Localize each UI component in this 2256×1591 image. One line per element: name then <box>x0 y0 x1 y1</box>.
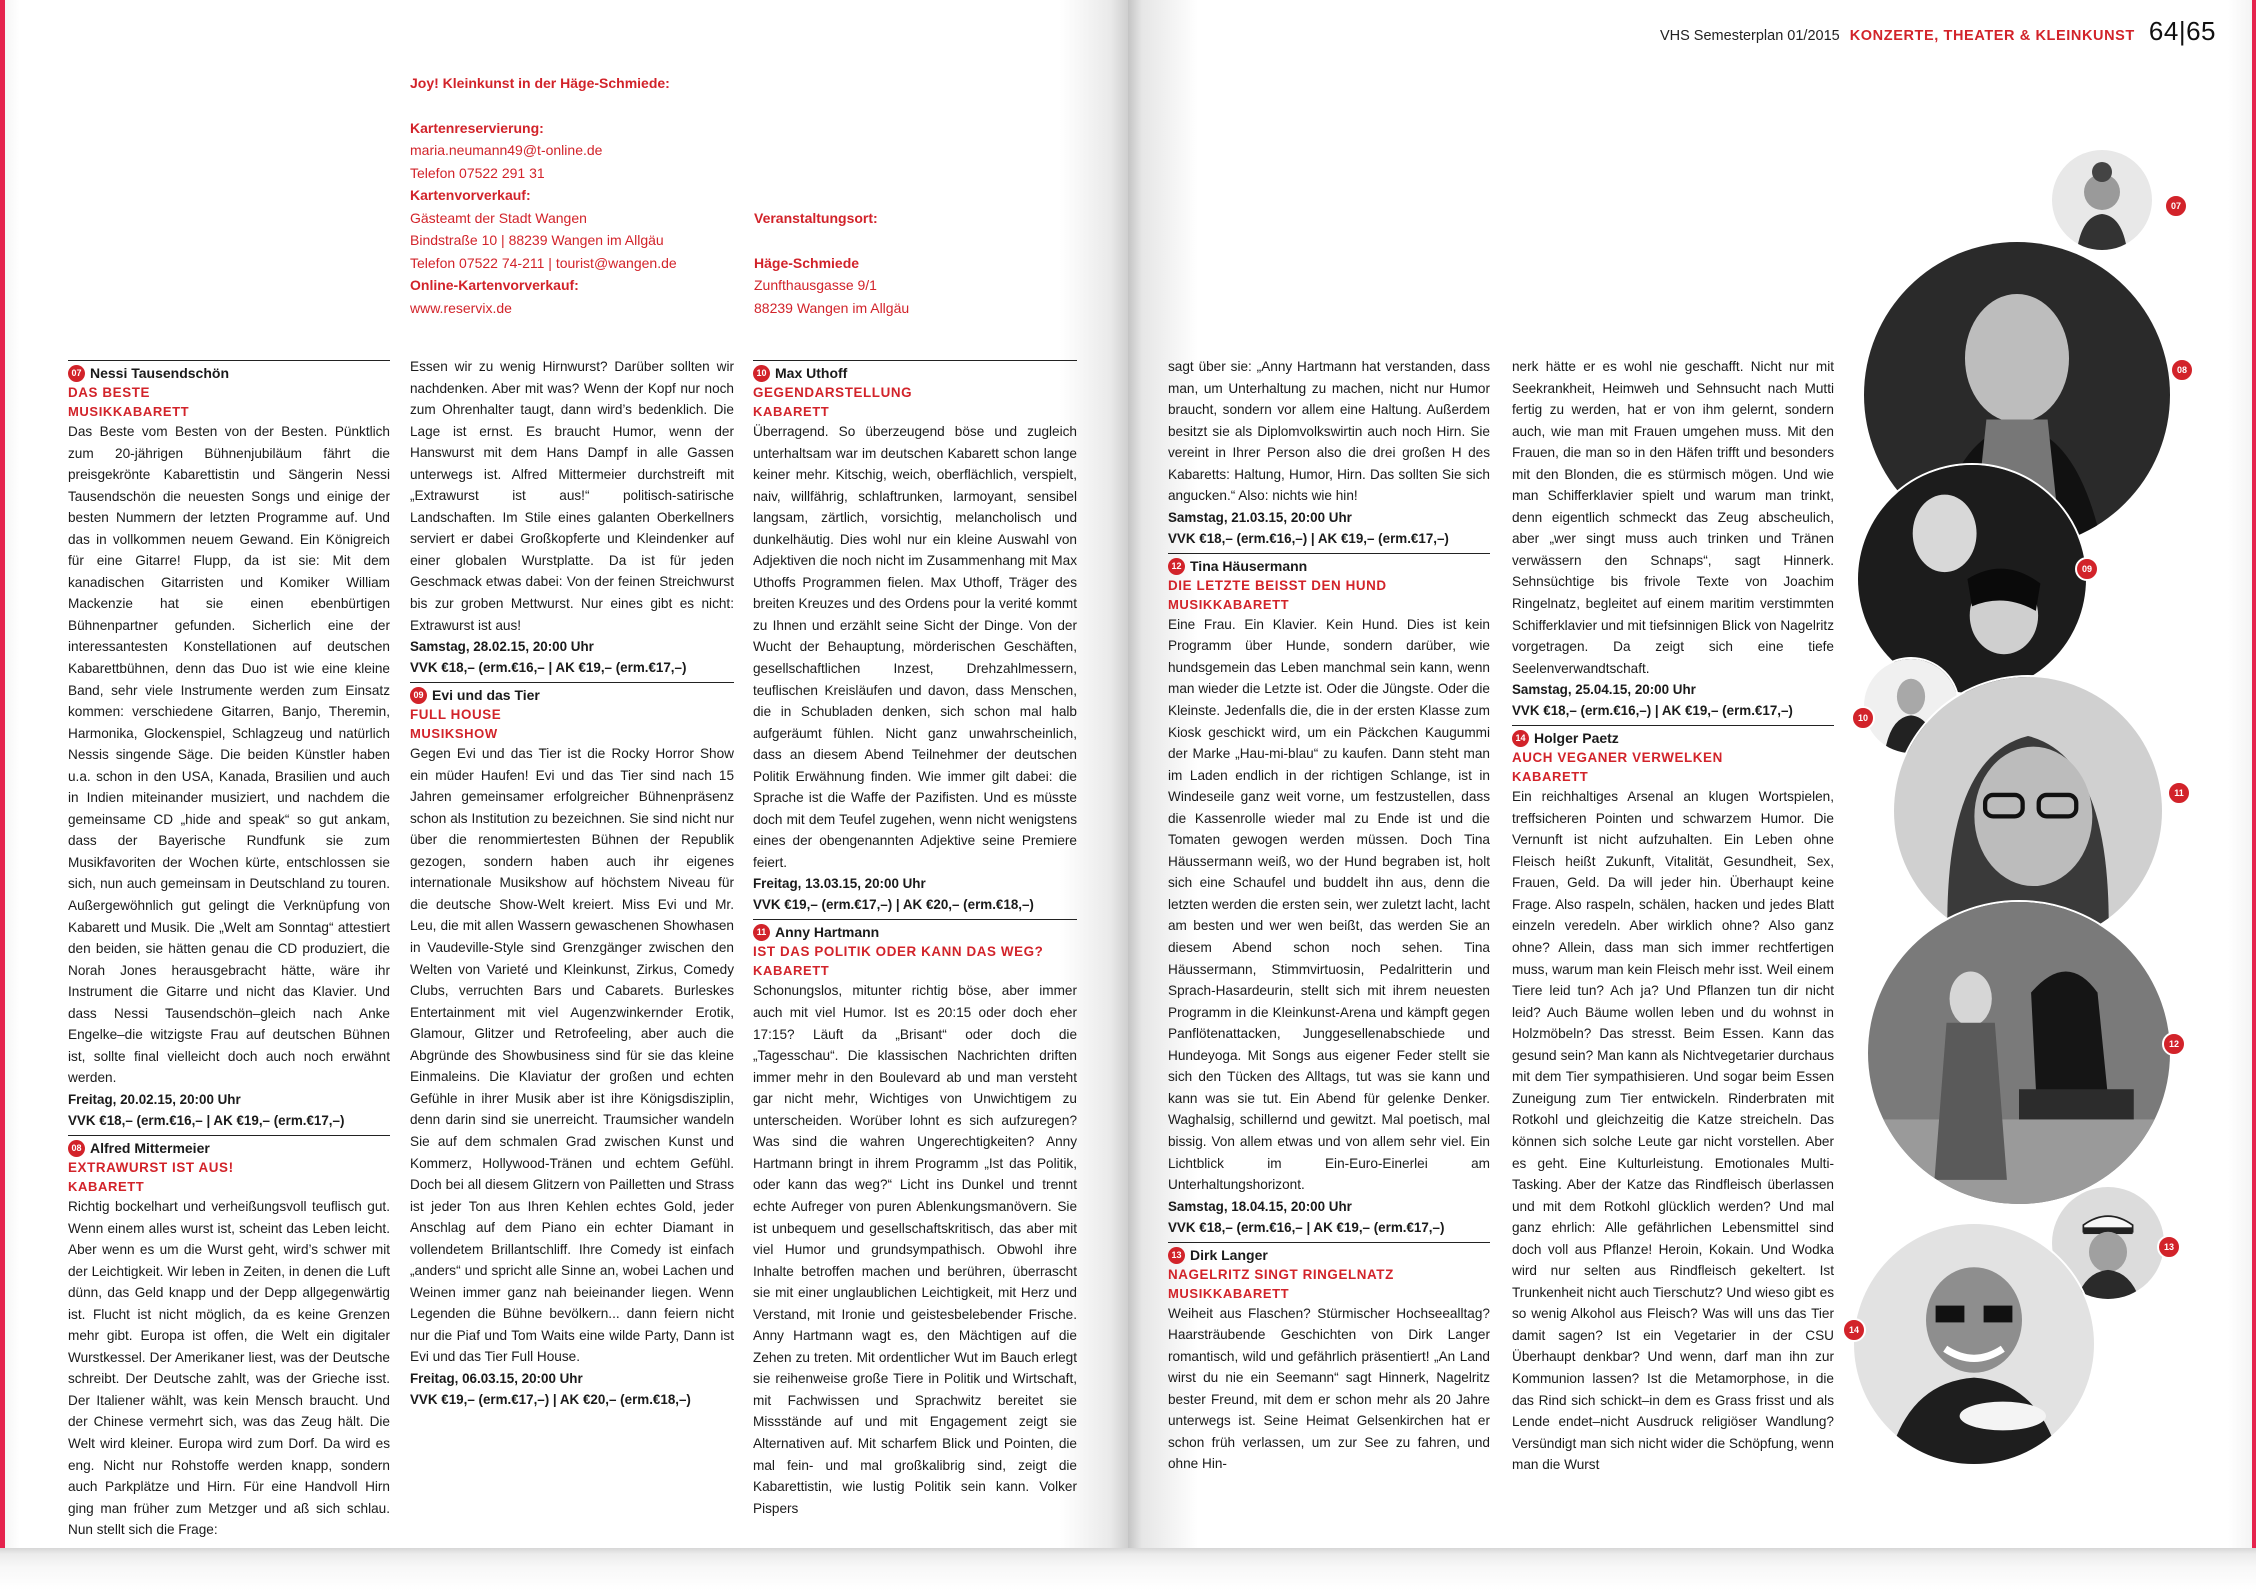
artist-photo-12 <box>1866 900 2172 1206</box>
venue-city: 88239 Wangen im Allgäu <box>754 299 910 316</box>
page-shadow <box>0 1548 2256 1591</box>
event-11-header <box>753 923 1077 942</box>
portrait-07-image <box>2052 150 2152 250</box>
event-12-price: VVK €18,– (erm.€16,– | AK €19,– (erm.€17,–) <box>1168 1219 1445 1235</box>
event-07-header <box>68 364 390 383</box>
divider <box>68 1135 390 1136</box>
artist-photo-07 <box>2050 148 2154 252</box>
divider <box>753 919 1077 920</box>
column-4 <box>1168 356 1490 1475</box>
event-12-artist: Tina Häusermann <box>1190 557 1308 574</box>
event-number-badge: 12 <box>1168 558 1185 575</box>
event-07-genre: MUSIKKABARETT <box>68 404 190 419</box>
event-10-date: Freitag, 13.03.15, 20:00 Uhr <box>753 876 926 892</box>
event-07-price: VVK €18,– (erm.€16,– | AK €19,– (erm.€17,–) <box>68 1112 345 1128</box>
photo-badge-11: 11 <box>2167 781 2191 805</box>
event-10-title: GEGENDARSTELLUNG <box>753 385 913 400</box>
event-08-genre: KABARETT <box>68 1178 145 1194</box>
info-title: Joy! Kleinkunst in der Häge-Schmiede: <box>410 75 670 91</box>
event-10-text: Überragend. So überzeugend böse und zugleich unterhaltsam war im deutschen Kabarett schon lange keiner mehr. Kitschig, weich, oberflächlich, verspielt, naiv, willfährig, schlaftrunken, larmoyant, sensibel langsam, zärtlich, vorsichtig, melancholisch und dunkelhäutig. Dies wohl nur ein kleine Auswahl von Adjektiven die noch nicht im Zusammenhang mit Max Uthoffs Programmen fielen. Max Uthoff, Träger des breiten Kreuzes und des Ordens pour la verité kommt zu Ihnen und erzählt seine Sicht der Dinge. Von der Wucht der Behauptung, mörderischen Geschäften, gesellschaftlichen Inzest, Drehzahlmessern, teuflischen Kreisläufen und davon, dass Menschen, die in Schubladen denken, sich schon mal halb aufgeräumt fühlen. Nicht ganz unwahrscheinlich, dass an diesem Abend Teilnehmer der deutschen Politik Erwähnung finden. Wie immer gilt dabei: die Sprache ist die Waffe der Pazifisten. Und es müsste doch mit dem Teufel zugehen, wenn nicht wenigstens eines der obengenannten Adjektive seine Premiere feiert. <box>753 424 1077 870</box>
event-12-date: Samstag, 18.04.15, 20:00 Uhr <box>1168 1198 1352 1214</box>
event-11-title: IST DAS POLITIK ODER KANN DAS WEG? <box>753 944 1044 960</box>
column-2 <box>410 356 734 1410</box>
event-number-badge: 10 <box>753 365 770 382</box>
event-14-text: Ein reichhaltiges Arsenal an klugen Wortspielen, treffsicheren Pointen und schwarzem Humor. Die Vernunft ist nicht aufzuhalten. Ein Leben ohne Fleisch heißt Zukunft, Vitalität, Gesundheit, Sex, Frauen, Geld. Da will jeder hin. Überhaupt keine Frage. Also raspeln, schälen, hacken und jedes Blatt einzeln veredeln. Aber wirklich ohne? Also ganz ohne? Allein, dass man sich immer rechtfertigen muss, warum man kein Fleisch mehr isst. Weil einem Tiere leid tun? Ach ja? Und Pflanzen tun dir nicht leid? Auch Bäume wollen leben und du wohnst in Holzmöbeln? Das stresst. Beim Essen. Kann das gesund sein? Man kann als Nichtvegetarier durchaus mit dem Tier sympathisieren. Und sogar beim Essen Zuneigung zum Tier entwickeln. Rinderbraten mit Rotkohl und gleichzeitig die Katze streicheln. Das können sich solche Leute gar nicht vorstellen. Aber es geht. Eine Kulturleistung. Emotionales Multi-Tasking. Aber der Katze das Rindfleisch überlassen und mit dem Rotkohl glücklich werden? Und mal ganz ehrlich: Alle gefährlichen Lebensmittel sind doch voll aus Pflanze! Heroin, Kokain. Und Wodka wird nur selten aus Rindfleisch gekeltert. Ist Trunkenheit nicht auch Tierschutz? Und wieso gibt es so wenig Alkohol aus Fleisch? Was will uns das Tier damit sagen? Ist ein Vegetarier in der CSU Überhaupt denkbar? Und wenn, darf man ihn zur Kommunion lassen? Ist die Metamorphose, in die das Rind sich schickt–in dem es Grass frisst und als Lende endet–nicht Ausdruck religiöser Wandlung? Versündigt man sich nicht wider die Schöpfung, wenn man die Wurst <box>1512 789 1834 1473</box>
photo-badge-07: 07 <box>2164 194 2188 218</box>
event-07-artist: Nessi Tausendschön <box>90 365 230 381</box>
event-13-header <box>1168 1246 1490 1265</box>
photo-badge-10: 10 <box>1851 706 1875 730</box>
event-number-badge: 14 <box>1512 730 1529 747</box>
reservation-email[interactable]: maria.neumann49@t-online.de <box>410 142 603 158</box>
event-12-title: DIE LETZTE BEISST DEN HUND <box>1168 577 1387 593</box>
presale-office: Gästeamt der Stadt Wangen <box>410 209 587 226</box>
reservation-label: Kartenreservierung: <box>410 119 544 136</box>
event-14-genre: KABARETT <box>1512 769 1589 785</box>
portrait-14-image <box>1854 1224 2094 1464</box>
divider <box>1168 553 1490 554</box>
photo-badge-12: 12 <box>2162 1032 2186 1056</box>
artist-photo-14 <box>1852 1222 2096 1466</box>
event-09-text: Gegen Evi und das Tier ist die Rocky Horror Show ein müder Haufen! Evi und das Tier sind nach 15 Jahren gemeinsamer erfolgreicher Bühnenpräsenz schon als Institution zu bezeichnen. Sie sind nicht nur über die renommiertesten Bühnen der Republik gezogen, sondern haben auch ihr eigenes internationale Musikshow auf höchstem Niveau für die deutsche Show-Welt kreiert. Miss Evi und Mr. Leu, die mit allen Wassern gewaschenen Showhasen in Vaudeville-Style sind Grenzgänger zwischen den Welten von Varieté und Kleinkunst, Zirkus, Comedy Clubs, verruchten Bars und Cabarets. Burleskes Entertainment mit viel Augenzwinkernder Erotik, Glamour, Glitzer und Retrofeeling, aber auch die Abgründe des Showbusiness sind für sie das kleine Einmaleins. Die Klaviatur der großen und echten Gefühle in ihrer Musik aber ist ihre Königsdisziplin, denn darin sind sie unerreicht. Traumsicher wandeln Sie auf dem schmalen Grad zwischen Kunst und Kommerz, Hollywood-Tränen und echtem Gefühl. Doch bei all diesem Glitzern von Pailletten und Strass ist jeder Ton aus Ihren Kehlen echtes Gold, jeder Anschlag auf dem Piano ein echter Diamant in vollendetem Brillantschliff. Ihre Comedy ist einfach „anders“ und spricht alle Sinne an, wobei Lachen und Weinen immer ganz nah beieinander liegen. Wenn Legenden die Bühne bevölkern... dann feiern nicht nur die Piaf und Tom Waits eine wilde Party, Dann ist Evi und das Tier Full House. <box>410 746 734 1365</box>
portrait-09-image <box>1858 465 2086 693</box>
event-11-text-part2: sagt über sie: „Anny Hartmann hat verstanden, dass man, um Unterhaltung zu machen, nicht nur Humor braucht, sondern vor allem eine Haltung. Außerdem besitzt sie als Diplomvolkswirtin auch noch Hirn. Sie vereint in Ihrer Person also die drei großen H des Kabaretts: Haltung, Humor, Hirn. Das sollten Sie sich angucken.“ Also: nichts wie hin! <box>1168 359 1490 504</box>
event-08-text-part1: Richtig bockelhart und verheißungsvoll teuflisch gut. Wenn einem alles wurst ist, scheint das Leben leicht. Aber wenn es um die Wurst geht, wird’s schwer mit der Leichtigkeit. Wir leben in Zeiten, in denen die Luft dünn, das Geld knapp und der Depp allgegenwärtig ist. Flucht ist nicht möglich, da es keine Grenzen mehr gibt. Europa ist offen, die Welt ein digitaler Wurstkessel. Der Amerikaner liest, was der Deutsche schreibt. Der Deutsche zahlt, was der Grieche isst. Der Italiener wählt, was kein Mensch braucht. Und der Chinese vermehrt sich, was das Zeug hält. Die Welt wird kleiner. Europa wird zum Dorf. Da wird es eng. Nicht nur Rohstoffe werden knapp, sondern auch Parkplätze und Hirn. Für eine Handvoll Hirn ging man früher zum Metzger und aß sich schlau. Nun stellt sich die Frage: <box>68 1198 390 1538</box>
event-10-artist: Max Uthoff <box>775 365 848 381</box>
event-08-text-part2: Essen wir zu wenig Hirnwurst? Darüber sollten wir nachdenken. Aber mit was? Wenn der Kopf nur noch zum Ohrenhalter taugt, dann wird’s bedenklich. Die Lage ist ernst. Es braucht Humor, wenn der Hanswurst mit dem Hans Dampf in alle Gassen unterwegs ist. Alfred Mittermeier durchstreift mit „Extrawurst ist aus!“ politisch-satirische Landschaften. Im Stile eines galanten Oberkellners serviert er dabei Großkopferte und Kleindenker auf einer globalen Wurstplatte. Da ist für jeden Geschmack etwas dabei: Von der feinen Streichwurst bis zur groben Mettwurst. Nur eines gibt es nicht: Extrawurst ist aus! <box>410 359 734 633</box>
event-07-text: Das Beste vom Besten von der Besten. Pünktlich zum 20-jährigen Bühnenjubiläum fährt die preisgekrönte Kabarettistin und Sängerin Nessi Tausendschön die neuesten Songs und einige der besten Nummern der letzten Programme auf. Und das in vollkommen neuem Gewand. Ein Königreich für eine Gitarre! Flupp, da ist sie: Mit dem kanadischen Gitarristen und Komiker William Mackenzie hat sie einen ebenbürtigen Bühnenpartner gefunden. Sicherlich eine der interessantesten Konstellationen auf deutschen Kabarettbühnen, denn das Duo ist wie eine kleine Band, sehr viele Instrumente werden zum Einsatz kommen: verschiedene Gitarren, Banjo, Theremin, Harmonika, Glockenspiel, Schlagzeug und natürlich Nessis singende Säge. Die beiden Künstler haben u.a. schon in den USA, Kanada, Brasilien und auch in Indien miteinander musiziert, und nachdem die gemeinsame CD „hide and speak“ so gut ankam, dass der Bayerische Rundfunk sie zum Musikfavoriten der Wochen kürte, entschlossen sie sich, nun auch gemeinsam in Deutschland zu touren. Außergewöhnlich gut gelingt die Verknüpfung von Kabarett und Musik. Die „Welt am Sonntag“ attestiert den beiden, sie hätten genau die CD produziert, die Norah Jones herausgebracht hätte, wäre ihr Instrument die Gitarre und nicht das Klavier. Und dass Nessi Tausendschön–gleich nach Anke Engelke–die witzigste Frau auf deutschen Bühnen ist, sollte final vielleicht doch auch noch erwähnt werden. <box>68 424 390 1086</box>
event-number-badge: 11 <box>753 924 770 941</box>
photo-badge-13: 13 <box>2157 1235 2181 1259</box>
divider <box>1512 725 1834 726</box>
divider <box>753 360 1077 361</box>
event-09-artist: Evi und das Tier <box>432 687 540 704</box>
event-12-text: Eine Frau. Ein Klavier. Kein Hund. Dies ist kein Programm über Hunde, sondern darüber, wie hundsgemein das Leben manchmal sein kann, wenn man wieder die Letzte ist. Oder die Jüngste. Oder die Kleinste. Jedenfalls die, die in der ersten Klasse zum Kiosk geschickt wird, um ein Päckchen Kaugummi der Marke „Hau-mi-blau“ zu kaufen. Dann steht man im Laden endlich in der richtigen Schlange, ist in Windeseile ganz weit vorne, um festzustellen, dass die Kassenrolle wieder mal zu Ende ist und die Tomaten gewogen werden müssen. Doch Tina Häussermann weiß, wo der Hund begraben ist, holt sich eine Schaufel und buddelt ihn aus, denn die letzten werden die ersten sein, wer zuletzt lacht, lacht am besten und wer wen beißt, das werden Sie an diesem Abend schon noch sehen. Tina Häussermann, Stimmvirtuosin, Pedalritterin und Sprach-Hasardeurin, stellt sich mit ihrem neuesten Programm in die Kleinkunst-Arena und kämpft gegen Panflötenattacken, Junggesellenabschiede und Hundeyoga. Mit Songs aus eigener Feder stellt sie sich den Tücken des Alltags, tut was sie kann und kann was sie tut. Ein Abend für gelenke Denker. Waghalsig, schillernd und gewitzt. Mal poetisch, mal bissig. Von allem etwas und von allem sehr viel. Ein Lichtblick im Ein-Euro-Einerlei am Unterhaltungshorizont. <box>1168 616 1490 1193</box>
page-numbers: 64|65 <box>2148 16 2216 46</box>
event-09-genre: MUSIKSHOW <box>410 726 498 742</box>
event-number-badge: 09 <box>410 687 427 704</box>
event-13-date: Samstag, 25.04.15, 20:00 Uhr <box>1512 682 1696 698</box>
online-url[interactable]: www.reservix.de <box>410 299 512 316</box>
portrait-12-image <box>1868 902 2170 1204</box>
event-number-badge: 13 <box>1168 1247 1185 1264</box>
event-12-header <box>1168 557 1490 576</box>
ticket-info <box>410 72 740 319</box>
event-number-badge: 07 <box>68 365 85 382</box>
header-plan: VHS Semesterplan 01/2015 <box>1659 28 1840 44</box>
venue-label: Veranstaltungsort: <box>754 210 878 226</box>
event-13-genre: MUSIKKABARETT <box>1168 1285 1290 1301</box>
event-10-price: VVK €19,– (erm.€17,–) | AK €20,– (erm.€18,–) <box>753 897 1034 913</box>
event-09-price: VVK €19,– (erm.€17,–) | AK €20,– (erm.€18,–) <box>410 1391 691 1407</box>
event-09-title: FULL HOUSE <box>410 707 502 723</box>
event-09-header <box>410 686 734 705</box>
event-number-badge: 08 <box>68 1140 85 1157</box>
page-edge-left <box>0 0 5 1548</box>
event-12-genre: MUSIKKABARETT <box>1168 596 1290 612</box>
running-header <box>1660 16 2216 47</box>
presale-label: Kartenvorverkauf: <box>410 187 531 203</box>
event-08-date: Samstag, 28.02.15, 20:00 Uhr <box>410 639 594 655</box>
event-08-header <box>68 1139 390 1158</box>
event-13-text-part2: nerk hätte er es wohl nie geschafft. Nicht nur mit Seekrankheit, Heimweh und Sehnsucht nach Mutti fertig zu werden, hat er von ihm gelernt, sondern auch, wie man mit Frauen umgehen muss. Mit den Frauen, die man so in den Häfen trifft und besonders mit den Blonden, die es stürmisch mögen. Und wie man Schifferklavier spielt und warum man trinkt, denn eigentlich schmeckt das Zeug abscheulich, aber „wer singt muss auch trinken und Tränen verwässern den Schnaps“, sagt Hinnerk. Sehnsüchtige bis frivole Texte von Joachim Ringelnatz, begleitet auf einem maritim verstimmten Schifferklavier und mit tiefsinnigen Blick von Nagelritz vorgetragen. Da zeigt sich eine tiefe Seelenverwandtschaft. <box>1512 359 1834 676</box>
event-10-genre: KABARETT <box>753 404 830 419</box>
event-14-header <box>1512 729 1834 748</box>
event-10-header <box>753 364 1077 383</box>
column-5 <box>1512 356 1834 1476</box>
event-14-title: AUCH VEGANER VERWELKEN <box>1512 750 1723 766</box>
divider <box>68 360 390 361</box>
reservation-phone: Telefon 07522 291 31 <box>410 164 545 181</box>
presale-address: Bindstraße 10 | 88239 Wangen im Allgäu <box>410 232 664 248</box>
photo-badge-09: 09 <box>2075 557 2099 581</box>
event-09-date: Freitag, 06.03.15, 20:00 Uhr <box>410 1370 583 1386</box>
photo-badge-08: 08 <box>2170 358 2194 382</box>
header-section: KONZERTE, THEATER & KLEINKUNST <box>1849 28 2135 44</box>
event-11-date: Samstag, 21.03.15, 20:00 Uhr <box>1168 509 1352 525</box>
page-edge-right <box>2252 0 2256 1548</box>
event-11-artist: Anny Hartmann <box>775 924 880 941</box>
event-13-price: VVK €18,– (erm.€16,–) | AK €19,– (erm.€17,–) <box>1512 703 1793 719</box>
event-08-title: EXTRAWURST IST AUS! <box>68 1159 234 1175</box>
venue-info <box>754 207 954 319</box>
venue-name: Häge-Schmiede <box>754 254 860 271</box>
event-13-title: NAGELRITZ SINGT RINGELNATZ <box>1168 1266 1394 1282</box>
photo-badge-14: 14 <box>1842 1318 1866 1342</box>
event-07-date: Freitag, 20.02.15, 20:00 Uhr <box>68 1091 241 1107</box>
event-11-genre: KABARETT <box>753 963 830 979</box>
column-1 <box>68 356 390 1541</box>
event-11-text-part1: Schonungslos, mitunter richtig böse, aber immer auch mit viel Humor. Ist es 20:15 oder doch eher 17:15? Läuft da „Brisant“ oder doch die „Tagesschau“. Die klassischen Nachrichten driften immer mehr in den Boulevard ab und man versteht gar nicht mehr, Wichtiges von Unwichtigem zu unterscheiden. Worüber lohnt es sich aufzuregen? Was sind die wahren Ungerechtigkeiten? Anny Hartmann bringt in ihrem Programm „Ist das Politik, oder kann das weg?“ Licht ins Dunkel und trennt echte Aufreger von puren Ablenkungsmanövern. Sie ist unbequem und gesellschaftskritisch, das aber mit viel Humor und grundsympathisch. Obwohl ihre Inhalte betroffen machen und berühren, überrascht sie mit einer unglaublichen Leichtigkeit, mit Herz und Verstand, mit Ironie und geistesbelebender Frische. Anny Hartmann wagt es, den Mächtigen auf die Zehen zu treten. Mit ordentlicher Wut im Bauch erlegt sie reihenweise große Tiere in Politik und Wirtschaft, mit Fachwissen und Sprachwitz bereitet sie Missstände auf und mit Engagement zeigt sie Alternativen auf. Mit scharfem Blick und Pointen, die mal fein- und mal großkalibrig sind, zeigt die Kabarettistin, wie lustig Politik sein kann. Volker Pispers <box>753 983 1077 1516</box>
event-13-text-part1: Weiheit aus Flaschen? Stürmischer Hochseealltag? Haarsträubende Geschichten von Dirk Langer romantisch, wild und gefährlich präsentiert! „An Land wirst du nie ein Seemann“ sagt Hinnerk, Nagelritz bester Freund, mit dem er schon mehr als 20 Jahre unterwegs ist. Seine Heimat Gelsenkirchen hat er schon früh verlassen, um zur See zu fahren, und ohne Hin- <box>1168 1305 1490 1472</box>
event-08-price: VVK €18,– (erm.€16,– | AK €19,– (erm.€17,–) <box>410 660 687 676</box>
divider <box>410 682 734 683</box>
divider <box>1168 1242 1490 1243</box>
presale-phone: Telefon 07522 74-211 | tourist@wangen.de <box>410 254 677 271</box>
online-label: Online-Kartenvorverkauf: <box>410 277 579 293</box>
event-14-artist: Holger Paetz <box>1534 730 1619 747</box>
venue-street: Zunfthausgasse 9/1 <box>754 277 877 293</box>
column-3 <box>753 356 1077 1519</box>
event-07-title: DAS BESTE <box>68 385 151 400</box>
event-11-price: VVK €18,– (erm.€16,–) | AK €19,– (erm.€17,–) <box>1168 530 1449 546</box>
event-13-artist: Dirk Langer <box>1190 1246 1268 1263</box>
event-08-artist: Alfred Mittermeier <box>90 1139 210 1156</box>
